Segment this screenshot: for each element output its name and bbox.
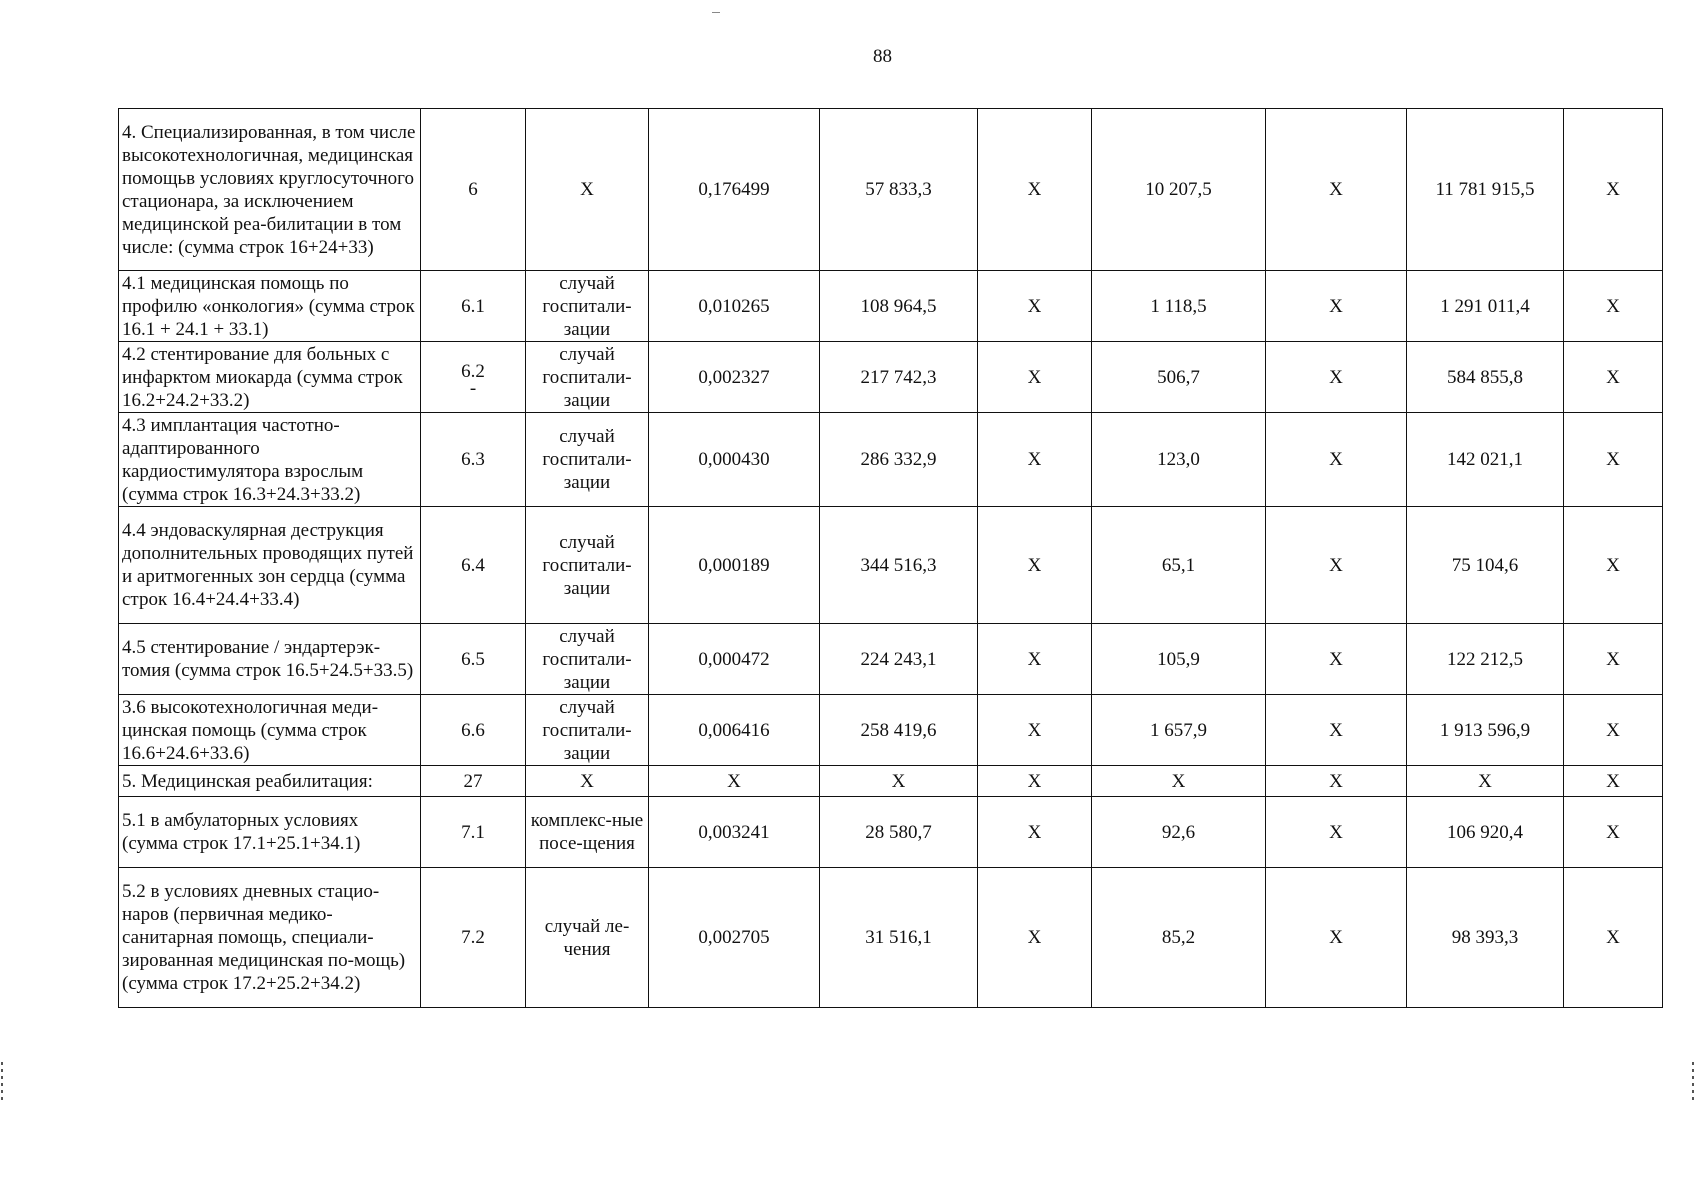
- row-cell-7: 105,9: [1092, 624, 1266, 695]
- table-row: [119, 271, 1663, 342]
- row-cost: 28 580,7: [820, 797, 978, 868]
- row-cell-8: X: [1266, 624, 1407, 695]
- row-cell-9: 1 291 011,4: [1407, 271, 1564, 342]
- row-cell-6: X: [978, 271, 1092, 342]
- row-cell-10: X: [1564, 109, 1663, 271]
- row-cost: 258 419,6: [820, 695, 978, 766]
- row-volume: 0,000430: [649, 413, 820, 507]
- row-cell-6: X: [978, 109, 1092, 271]
- row-cell-9: X: [1407, 766, 1564, 797]
- table-row: [119, 507, 1663, 624]
- row-name: 3.6 высокотехнологичная меди-цинская помощь (сумма строк 16.6+24.6+33.6): [119, 695, 421, 766]
- row-name: 4.5 стентирование / эндартерэк-томия (сумма строк 16.5+24.5+33.5): [119, 624, 421, 695]
- scan-speck: [712, 12, 720, 13]
- table-row: [119, 695, 1663, 766]
- row-unit: случай госпитали-зации: [526, 271, 649, 342]
- row-cell-6: X: [978, 797, 1092, 868]
- row-cell-9: 584 855,8: [1407, 342, 1564, 413]
- row-volume: 0,003241: [649, 797, 820, 868]
- row-volume: 0,002705: [649, 868, 820, 1008]
- row-cell-8: X: [1266, 766, 1407, 797]
- row-unit: X: [526, 109, 649, 271]
- row-line-number-value: 6.2: [461, 360, 485, 382]
- row-unit: случай госпитали-зации: [526, 507, 649, 624]
- row-cell-6: X: [978, 624, 1092, 695]
- row-line-number: 6.1: [421, 271, 526, 342]
- row-name: 5.2 в условиях дневных стацио-наров (первичная медико-санитарная помощь, специали-зированная медицинская по-мощь) (сумма строк 17.2+25.2+34.2): [119, 868, 421, 1008]
- row-cell-7: 85,2: [1092, 868, 1266, 1008]
- row-cell-7: 65,1: [1092, 507, 1266, 624]
- row-volume: X: [649, 766, 820, 797]
- page-number: 88: [873, 46, 892, 67]
- table-row: [119, 413, 1663, 507]
- row-cell-7: 1 657,9: [1092, 695, 1266, 766]
- row-cell-10: X: [1564, 695, 1663, 766]
- row-line-number: 6: [421, 109, 526, 271]
- row-cell-10: X: [1564, 271, 1663, 342]
- row-cell-10: X: [1564, 868, 1663, 1008]
- row-name: 4.3 имплантация частотно-адаптированного кардиостимулятора взрослым (сумма строк 16.3+24.3+33.2): [119, 413, 421, 507]
- row-name: 5.1 в амбулаторных условиях (сумма строк 17.1+25.1+34.1): [119, 797, 421, 868]
- row-cell-8: X: [1266, 507, 1407, 624]
- row-cost: 31 516,1: [820, 868, 978, 1008]
- row-cost: 217 742,3: [820, 342, 978, 413]
- row-cell-7: 506,7: [1092, 342, 1266, 413]
- row-cell-8: X: [1266, 342, 1407, 413]
- row-unit: комплекс-ные посе-щения: [526, 797, 649, 868]
- row-cell-9: 11 781 915,5: [1407, 109, 1564, 271]
- row-unit: случай госпитали-зации: [526, 342, 649, 413]
- row-cell-10: X: [1564, 797, 1663, 868]
- row-line-number: 7.2: [421, 868, 526, 1008]
- medical-care-table: [118, 108, 1663, 1008]
- scan-edge-mark-left: [1, 1062, 3, 1100]
- row-line-number: [421, 342, 526, 413]
- row-cost: 344 516,3: [820, 507, 978, 624]
- scan-edge-mark-right: [1692, 1062, 1694, 1100]
- table-row: [119, 109, 1663, 271]
- row-cost: 224 243,1: [820, 624, 978, 695]
- row-volume: 0,000189: [649, 507, 820, 624]
- row-cell-9: 142 021,1: [1407, 413, 1564, 507]
- row-line-number: 6.4: [421, 507, 526, 624]
- row-cell-7: 1 118,5: [1092, 271, 1266, 342]
- row-line-number: 27: [421, 766, 526, 797]
- row-volume: 0,006416: [649, 695, 820, 766]
- row-cost: X: [820, 766, 978, 797]
- row-cell-10: X: [1564, 624, 1663, 695]
- row-name: 4.4 эндоваскулярная деструкция дополнительных проводящих путей и аритмогенных зон сердца (сумма строк 16.4+24.4+33.4): [119, 507, 421, 624]
- row-name: 4.2 стентирование для больных с инфарктом миокарда (сумма строк 16.2+24.2+33.2): [119, 342, 421, 413]
- row-unit: случай госпитали-зации: [526, 413, 649, 507]
- row-cell-6: X: [978, 507, 1092, 624]
- row-cell-6: X: [978, 695, 1092, 766]
- row-cell-10: X: [1564, 413, 1663, 507]
- row-line-number: 6.3: [421, 413, 526, 507]
- row-cell-8: X: [1266, 413, 1407, 507]
- row-volume: 0,010265: [649, 271, 820, 342]
- row-cell-8: X: [1266, 109, 1407, 271]
- row-volume: 0,000472: [649, 624, 820, 695]
- row-cell-8: X: [1266, 868, 1407, 1008]
- row-name: 4. Специализированная, в том числе высокотехнологичная, медицинская помощьв условиях круглосуточного стационара, за исключением медицинской реа-билитации в том числе: (сумма строк 16+24+33): [119, 109, 421, 271]
- row-volume: 0,002327: [649, 342, 820, 413]
- row-name: 5. Медицинская реабилитация:: [119, 766, 421, 797]
- row-line-mark: -: [469, 377, 477, 399]
- row-cell-7: 10 207,5: [1092, 109, 1266, 271]
- row-unit: случай ле-чения: [526, 868, 649, 1008]
- row-line-number: 7.1: [421, 797, 526, 868]
- row-cell-9: 98 393,3: [1407, 868, 1564, 1008]
- table-row: [119, 766, 1663, 797]
- row-cell-9: 1 913 596,9: [1407, 695, 1564, 766]
- row-name: 4.1 медицинская помощь по профилю «онкология» (сумма строк 16.1 + 24.1 + 33.1): [119, 271, 421, 342]
- row-cell-7: 123,0: [1092, 413, 1266, 507]
- row-line-number: 6.5: [421, 624, 526, 695]
- row-unit: случай госпитали-зации: [526, 624, 649, 695]
- row-cell-6: X: [978, 342, 1092, 413]
- row-line-number: 6.6: [421, 695, 526, 766]
- row-cell-9: 122 212,5: [1407, 624, 1564, 695]
- table-row: [119, 868, 1663, 1008]
- row-cell-10: X: [1564, 342, 1663, 413]
- row-cell-9: 106 920,4: [1407, 797, 1564, 868]
- row-unit: X: [526, 766, 649, 797]
- row-volume: 0,176499: [649, 109, 820, 271]
- row-cost: 57 833,3: [820, 109, 978, 271]
- row-cell-9: 75 104,6: [1407, 507, 1564, 624]
- table-row: [119, 342, 1663, 413]
- table-row: [119, 624, 1663, 695]
- row-cell-6: X: [978, 868, 1092, 1008]
- row-cell-10: X: [1564, 507, 1663, 624]
- row-cell-8: X: [1266, 797, 1407, 868]
- row-cell-8: X: [1266, 271, 1407, 342]
- row-cost: 286 332,9: [820, 413, 978, 507]
- row-cell-7: 92,6: [1092, 797, 1266, 868]
- row-unit: случай госпитали-зации: [526, 695, 649, 766]
- row-cell-6: X: [978, 413, 1092, 507]
- row-cell-10: X: [1564, 766, 1663, 797]
- row-cell-7: X: [1092, 766, 1266, 797]
- row-cell-8: X: [1266, 695, 1407, 766]
- row-cell-6: X: [978, 766, 1092, 797]
- table-row: [119, 797, 1663, 868]
- row-cost: 108 964,5: [820, 271, 978, 342]
